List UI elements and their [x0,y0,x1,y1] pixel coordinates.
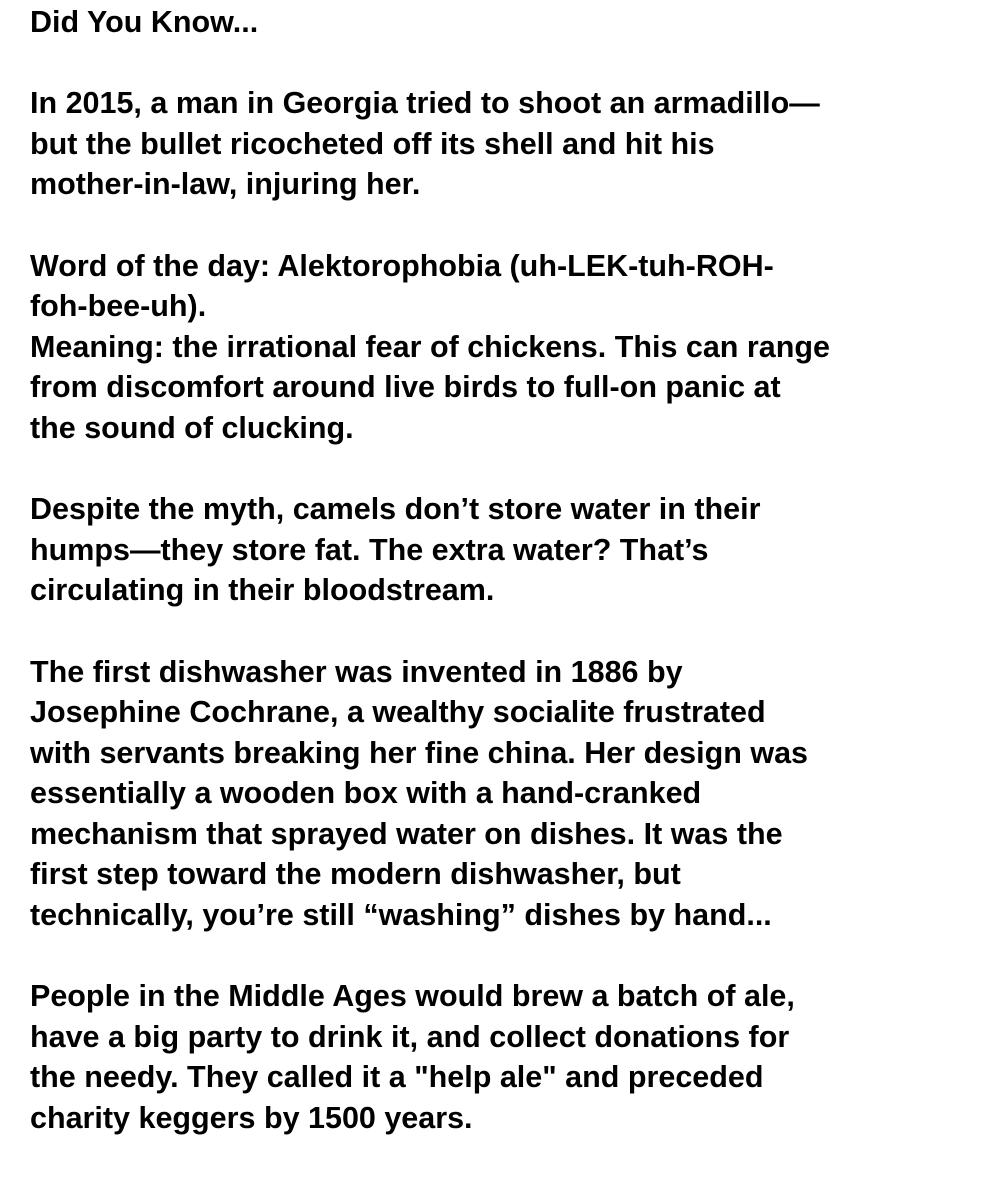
text-line: mother-in-law, injuring her. [30,167,421,202]
fact-armadillo [30,83,980,205]
fact-camels [30,489,980,611]
text-line: but the bullet ricocheted off its shell and hit his [30,126,715,161]
text-line: In 2015, a man in Georgia tried to shoot an armadillo— [30,86,820,121]
text-line: Meaning: the irrational fear of chickens. This can range [30,329,830,364]
text-line: essentially a wooden box with a hand-cranked [30,776,702,811]
text-line: Despite the myth, camels don’t store water in their [30,492,761,527]
text-line: have a big party to drink it, and collect donations for [30,1019,790,1054]
text-line: Josephine Cochrane, a wealthy socialite frustrated [30,695,766,730]
text-line: mechanism that sprayed water on dishes. It was the [30,816,783,851]
text-line: People in the Middle Ages would brew a batch of ale, [30,979,795,1014]
text-line: technically, you’re still “washing” dishes by hand... [30,898,772,933]
text-line: the needy. They called it a "help ale" and preceded [30,1060,764,1095]
text-line: Word of the day: Alektorophobia (uh-LEK-tuh-ROH- [30,248,774,283]
text-line: first step toward the modern dishwasher, but [30,857,681,892]
fact-word-of-the-day [30,246,980,327]
text-line: from discomfort around live birds to full-on panic at [30,370,781,405]
text-line: charity keggers by 1500 years. [30,1101,473,1136]
fact-dishwasher [30,652,980,936]
text-line: with servants breaking her fine china. Her design was [30,735,808,770]
note-heading [30,2,980,43]
text-line: The first dishwasher was invented in 1886 by [30,654,683,689]
text-line: foh-bee-uh). [30,289,207,324]
text-line: the sound of clucking. [30,410,354,445]
text-line: humps—they store fat. The extra water? That’s [30,532,709,567]
fact-help-ale [30,976,980,1138]
text-line: circulating in their bloodstream. [30,573,495,608]
heading-text: Did You Know... [30,5,259,39]
fact-meaning [30,327,980,449]
note-document [30,2,980,1139]
